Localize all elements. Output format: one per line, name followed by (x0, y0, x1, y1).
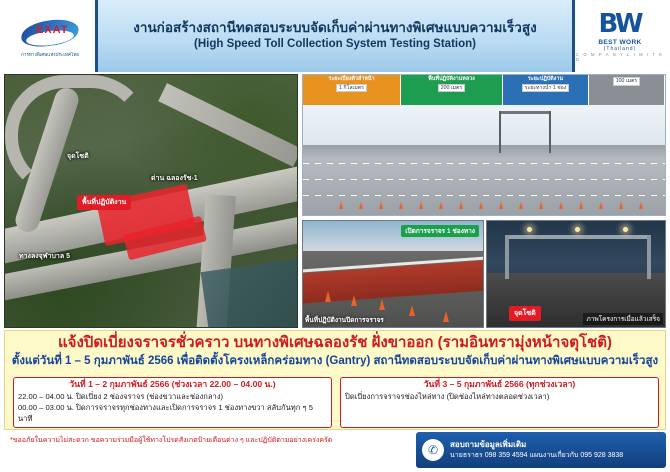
best-work-logo-country: (Thailand) (603, 45, 637, 52)
schedule-panel-second-line-1: ปิดเบี่ยงการจราจรช่องไหล่ทาง (ปิดช่องไหล่ทางตลอดช่วงเวลา) (345, 391, 550, 401)
diagram-segment-0-label: ระยะเบี่ยงตัวลำหน้า (328, 76, 375, 82)
diagram-segment-1-label: พื้นที่ปฏิบัติงานหลวง (428, 76, 475, 82)
gantry-beam (499, 111, 551, 114)
project-render-caption: ภาพโครงการเมื่อแล้วเสร็จ (583, 313, 663, 325)
road-overpass (158, 83, 298, 167)
diagram-lane-line-1 (303, 163, 666, 164)
traffic-cone-icon (539, 202, 543, 209)
announcement-panels (13, 377, 659, 428)
diagram-lane-line-3 (303, 195, 666, 196)
contact-text-block (450, 440, 623, 459)
traffic-cone-icon (339, 202, 343, 209)
render-gantry-post-right (647, 235, 651, 279)
traffic-cone-icon (325, 291, 331, 302)
traffic-cone-icon (439, 202, 443, 209)
render-gantry-post-left (505, 235, 509, 279)
traffic-cone-icon (479, 202, 483, 209)
traffic-cone-icon (359, 202, 363, 209)
traffic-cone-icon (559, 202, 563, 209)
aerial-label-chotchoti: จุดโซติ (67, 153, 89, 160)
phone-icon: ✆ (422, 439, 444, 461)
traffic-cone-icon (379, 299, 385, 310)
footer (4, 432, 666, 470)
traffic-cone-icon (419, 202, 423, 209)
work-area-photo (302, 220, 484, 328)
traffic-cone-icon (443, 311, 449, 322)
exat-logo-mark (22, 16, 78, 50)
schedule-panel-first (13, 377, 332, 428)
traffic-cone-icon (399, 202, 403, 209)
render-lamp-icon (527, 227, 532, 232)
traffic-cone-icon (519, 202, 523, 209)
diagram-segment-2-distance: ระยะทางนำ 1 ช่อง (522, 84, 570, 93)
road-interchange-loop (5, 75, 151, 197)
best-work-logo-subtitle: C O M P A N Y L I M I T E D (576, 51, 664, 62)
best-work-logo-company: BEST WORK (598, 38, 642, 46)
schedule-panel-first-head: วันที่ 1 – 2 กุมภาพันธ์ 2566 (ช่วงเวลา 22.00 – 04.00 น.) (69, 379, 276, 389)
schedule-panel-first-line-2: 00.00 – 03.00 น. ปิดการจราจรทุกช่องทางและเปิดการจราจร 1 ช่องทางขวา สลับกันทุก ๆ 5 นาที (18, 402, 313, 423)
traffic-cone-icon (379, 202, 383, 209)
schedule-panel-second-head: วันที่ 3 – 5 กุมภาพันธ์ 2566 (ทุกช่วงเวลา) (423, 379, 576, 389)
traffic-cone-icon (579, 202, 583, 209)
contact-numbers: นายธราธร 098 359 4594 แผนงานเกี่ยวกับ 095 928 3838 (450, 451, 624, 459)
header (0, 0, 670, 72)
aerial-label-work-area: พื้นที่ปฏิบัติงาน (77, 195, 131, 210)
traffic-cone-icon (351, 295, 357, 306)
diagram-segment-0 (303, 75, 401, 105)
render-lamp-icon (575, 227, 580, 232)
aerial-photo (4, 74, 298, 328)
best-work-logo (576, 4, 664, 68)
traffic-cone-icon (409, 305, 415, 316)
page-title-en: (High Speed Toll Collection System Testing Station) (194, 38, 476, 51)
diagram-lane-line-2 (303, 179, 666, 180)
diagram-segment-2 (503, 75, 589, 105)
render-site-tag: จุดโซติ (509, 306, 541, 321)
exat-logo-text: EXAT (36, 23, 69, 36)
diagram-segment-3-distance: 100 เมตร (613, 77, 640, 86)
contact-title: สอบถามข้อมูลเพิ่มเติม (450, 440, 527, 450)
traffic-cone-icon (619, 202, 623, 209)
announcement-box (4, 330, 666, 430)
work-area-photo-caption: พื้นที่ปฏิบัติงานปิดการจราจร (305, 317, 384, 324)
traffic-cone-icon (639, 202, 643, 209)
header-title-band (95, 0, 575, 72)
diagram-segment-bar (303, 75, 666, 105)
traffic-cone-icon (599, 202, 603, 209)
footer-disclaimer: *ขออภัยในความไม่สะดวก ขอความร่วมมือผู้ใช้ทางโปรดสังเกตป้ายเตือนต่าง ๆ และปฏิบัติตามอย่างเคร่งครัด (10, 437, 333, 444)
diagram-segment-1-distance: 200 เมตร (438, 84, 465, 93)
schedule-panel-first-line-1: 22.00 – 04.00 น. ปิดเบี่ยง 2 ช่องจราจร (ช่องขวาและช่องกลาง) (18, 391, 224, 401)
diagram-sky (303, 105, 666, 145)
media-section (4, 74, 666, 328)
exat-logo-caption: การทางพิเศษแห่งประเทศไทย (21, 51, 79, 57)
best-work-logo-mark: BW (598, 8, 642, 39)
gantry-post-right (549, 111, 551, 153)
contact-banner (416, 432, 666, 468)
diagram-segment-3 (589, 75, 665, 105)
diagram-cone-row (303, 199, 666, 209)
gantry-post-left (499, 111, 501, 153)
exat-logo (6, 6, 94, 68)
traffic-cone-icon (459, 202, 463, 209)
open-lane-tag: เปิดการจราจร 1 ช่องทาง (401, 225, 479, 237)
diagram-segment-0-distance: 1 กิโลเมตร (336, 84, 367, 93)
traffic-diversion-diagram (302, 74, 666, 216)
traffic-cone-icon (499, 202, 503, 209)
diagram-segment-1 (401, 75, 503, 105)
announcement-title: แจ้งปิดเบี่ยงจราจรชั่วคราว บนทางพิเศษฉลองรัช ฝั่งขาออก (รามอินทรามุ่งหน้าจตุโชติ) (58, 334, 612, 351)
render-gantry-beam (505, 235, 651, 239)
project-render-photo (486, 220, 666, 328)
render-lamp-icon (623, 227, 628, 232)
diagram-segment-2-label: ระยะปฏิบัติงาน (527, 76, 564, 82)
schedule-panel-second (340, 377, 659, 428)
page-title-th: งานก่อสร้างสถานีทดสอบระบบจัดเก็บค่าผ่านทางพิเศษแบบความเร็วสูง (133, 20, 537, 36)
aerial-label-toll-plaza: ด่าน ฉลองรัช-1 (151, 175, 198, 182)
announcement-subtitle: ตั้งแต่วันที่ 1 – 5 กุมภาพันธ์ 2566 เพื่อติดตั้งโครงเหล็กคร่อมทาง (Gantry) สถานีทดสอบระบบจัดเก็บค่าผ่านทางพิเศษแบบความเร็วสูง (11, 355, 659, 367)
aerial-label-exit-ramp: ทางลงจุฬาบาล 5 (19, 253, 70, 260)
